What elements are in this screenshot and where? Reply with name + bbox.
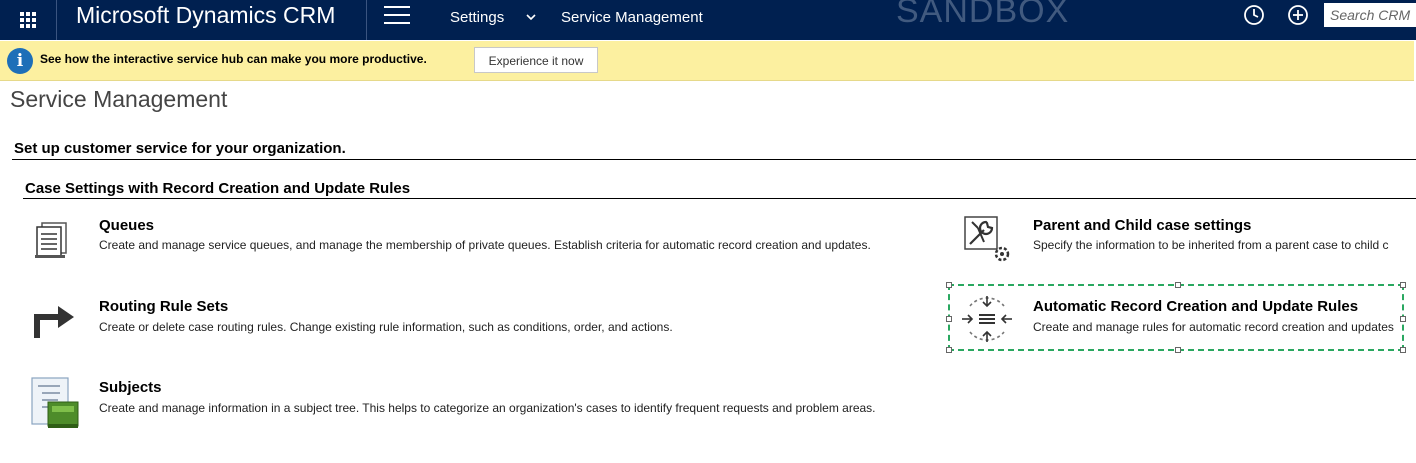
- notification-message: See how the interactive service hub can make you more productive.: [40, 52, 427, 66]
- queues-description: Create and manage service queues, and manage the membership of private queues. Establish criteria for automatic record creation and updates.: [99, 238, 871, 252]
- notification-bar: [0, 41, 1414, 81]
- automatic-record-rules-link[interactable]: Automatic Record Creation and Update Rules: [1033, 298, 1359, 315]
- subjects-description: Create and manage information in a subject tree. This helps to categorize an organization's cases to identify frequent requests and problem areas.: [99, 401, 876, 415]
- divider: [366, 0, 367, 40]
- environment-watermark: SANDBOX: [896, 0, 1070, 30]
- subsection-heading: Case Settings with Record Creation and Update Rules: [25, 180, 411, 197]
- divider: [56, 0, 57, 40]
- nav-current-page[interactable]: Service Management: [561, 9, 703, 26]
- record-rules-icon[interactable]: [960, 292, 1014, 350]
- routing-rule-sets-description: Create or delete case routing rules. Change existing rule information, such as conditions, order, and actions.: [99, 320, 673, 334]
- wrench-settings-icon[interactable]: [964, 216, 1012, 268]
- queues-link[interactable]: Queues: [99, 217, 155, 234]
- divider: [12, 159, 1416, 160]
- divider: [23, 198, 1416, 199]
- history-icon[interactable]: [1243, 4, 1265, 26]
- subjects-link[interactable]: Subjects: [99, 379, 162, 396]
- routing-rule-sets-link[interactable]: Routing Rule Sets: [99, 298, 229, 315]
- nav-settings-link[interactable]: Settings: [450, 9, 505, 26]
- chevron-down-icon[interactable]: [524, 8, 538, 26]
- parent-child-case-settings-description: Specify the information to be inherited from a parent case to child c: [1033, 238, 1389, 252]
- app-brand-title[interactable]: Microsoft Dynamics CRM: [76, 2, 336, 28]
- page-title: Service Management: [10, 86, 228, 112]
- experience-it-now-button[interactable]: Experience it now: [474, 47, 598, 73]
- app-launcher-icon[interactable]: [0, 0, 56, 40]
- search-input[interactable]: Search CRM: [1324, 3, 1416, 27]
- top-navigation-bar: [0, 0, 1416, 40]
- section-heading: Set up customer service for your organization.: [14, 140, 346, 157]
- plus-circle-icon[interactable]: [1287, 4, 1309, 26]
- info-icon: i: [7, 48, 33, 74]
- hamburger-menu-icon[interactable]: [384, 6, 410, 30]
- parent-child-case-settings-link[interactable]: Parent and Child case settings: [1033, 217, 1252, 234]
- automatic-record-rules-description: Create and manage rules for automatic record creation and updates: [1033, 320, 1394, 334]
- routing-arrow-icon[interactable]: [30, 300, 76, 344]
- subjects-book-icon[interactable]: [30, 376, 82, 436]
- queues-icon[interactable]: [32, 220, 72, 264]
- selected-item-highlight: [948, 284, 1404, 351]
